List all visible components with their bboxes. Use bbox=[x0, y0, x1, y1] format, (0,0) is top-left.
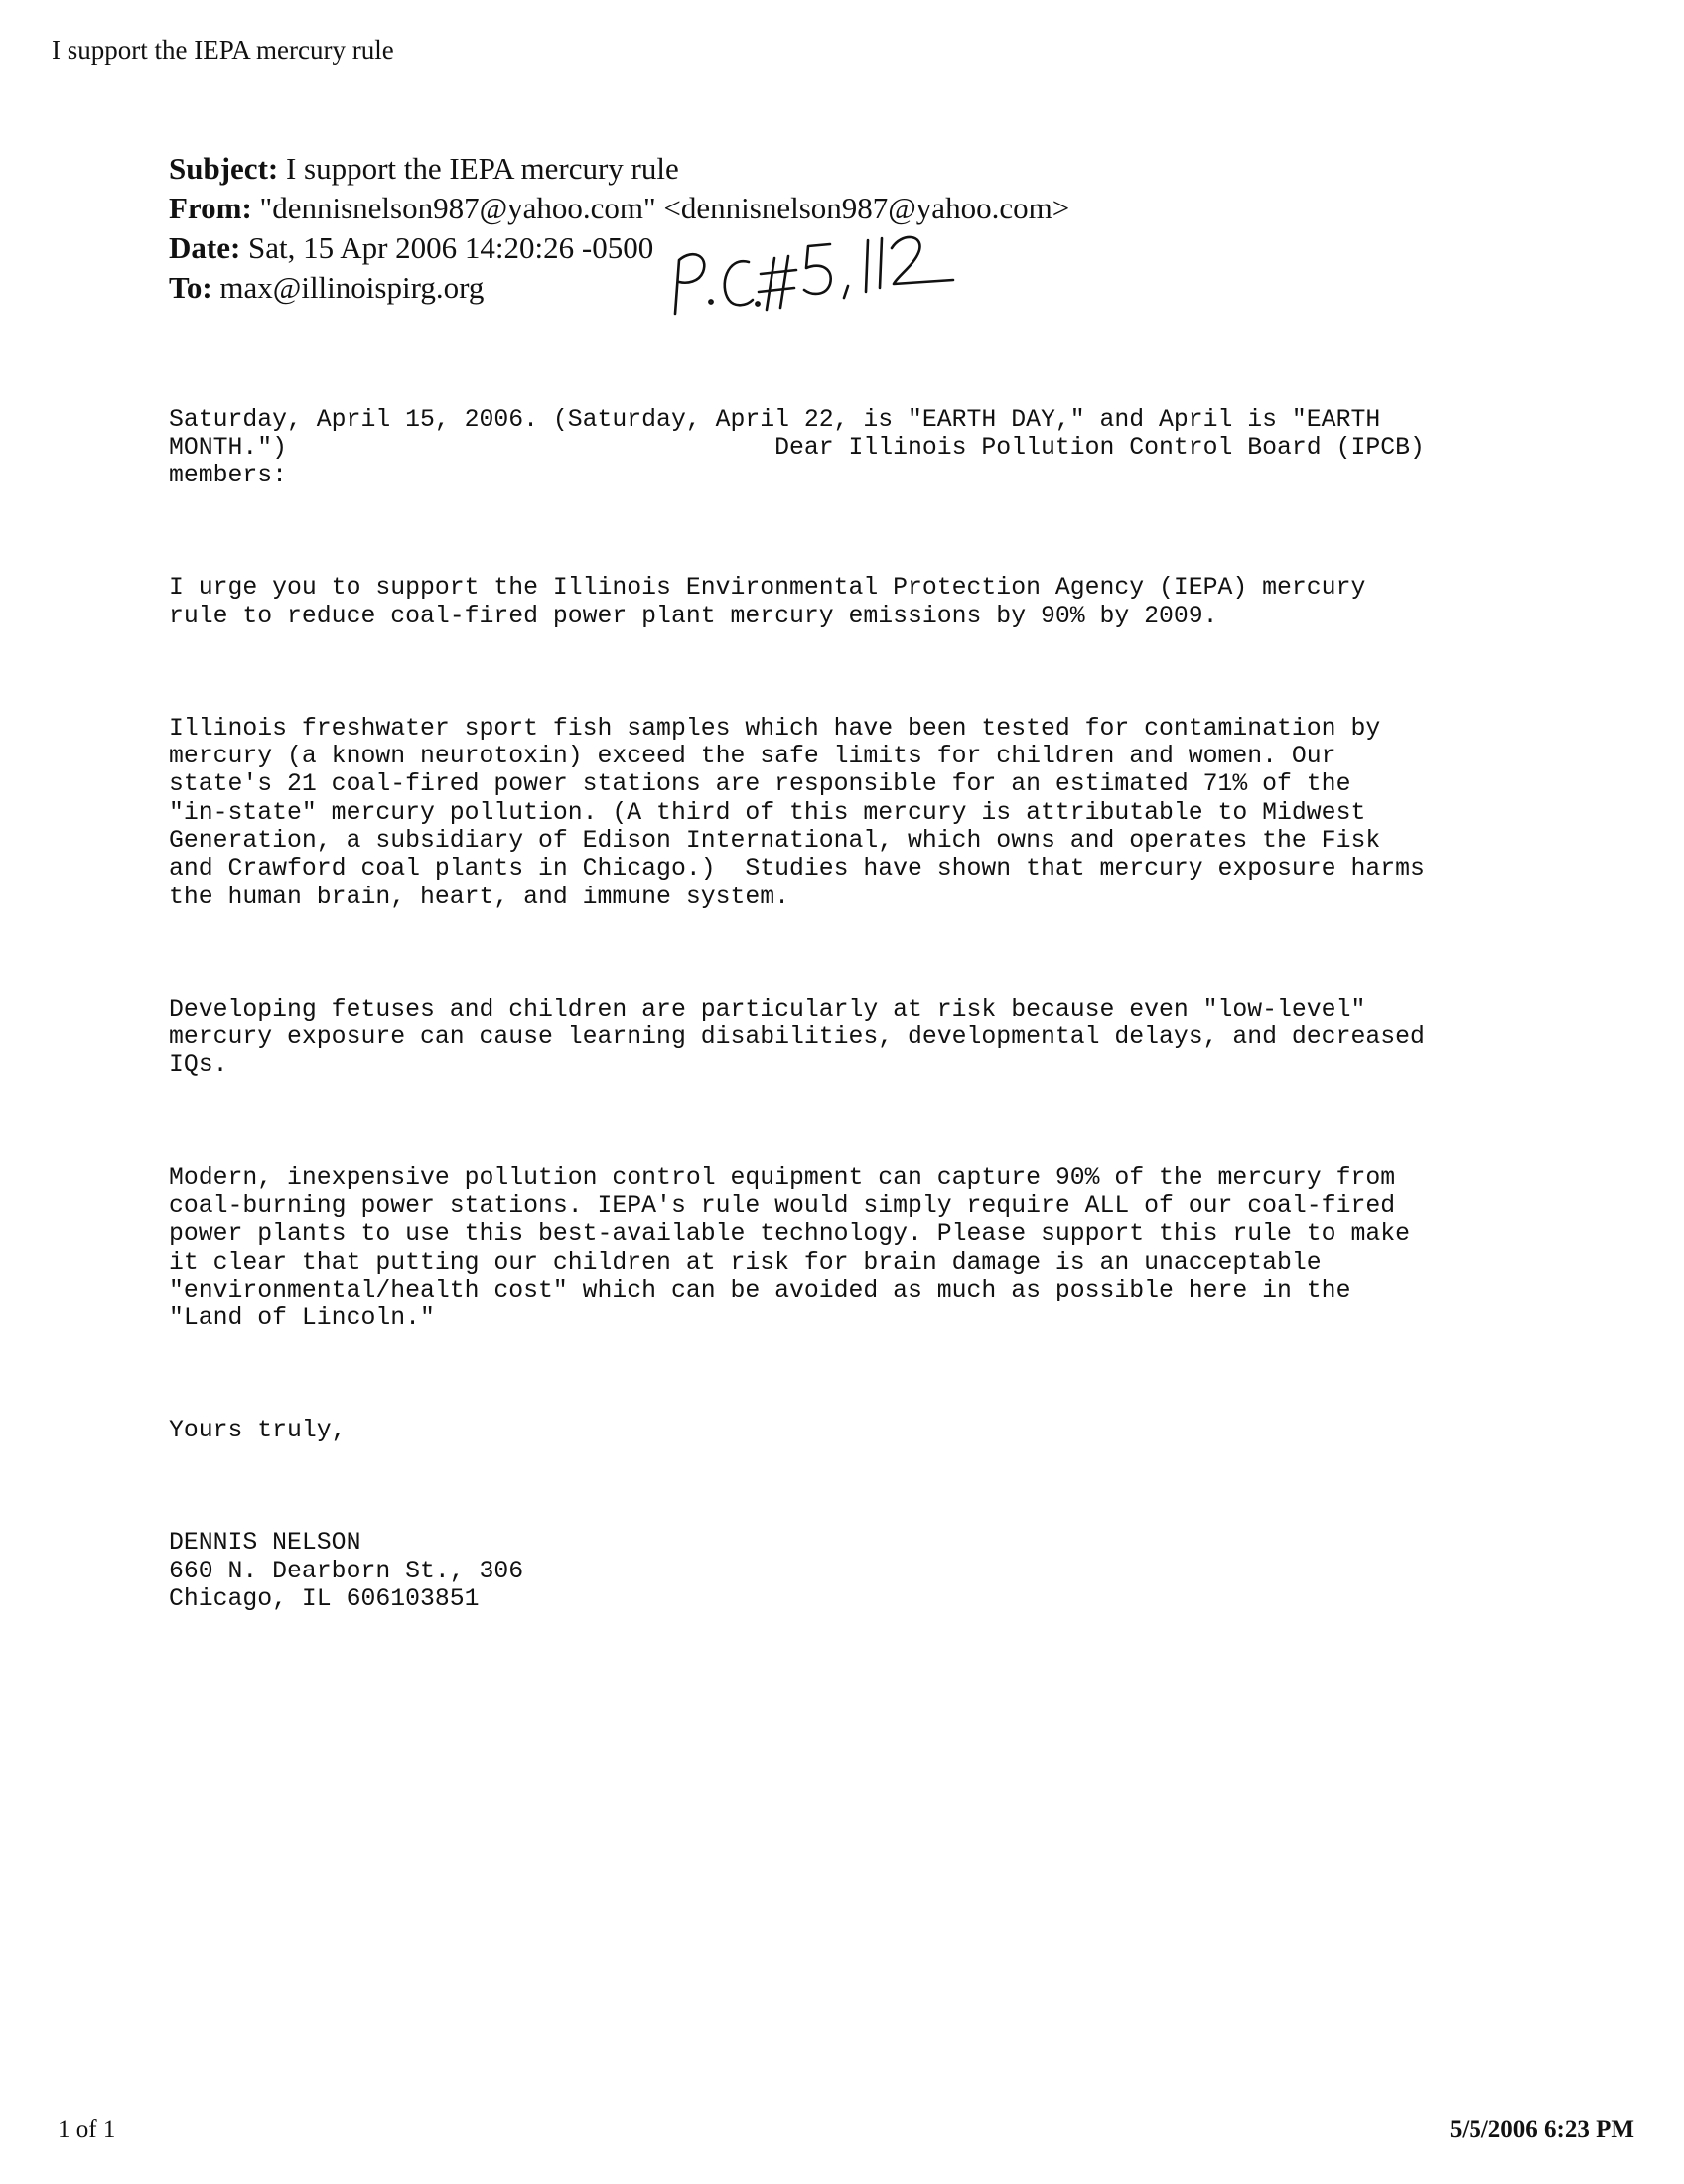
from-value: "dennisnelson987@yahoo.com" <dennisnelson987@yahoo.com> bbox=[251, 191, 1070, 225]
from-label: From: bbox=[169, 191, 252, 225]
email-body bbox=[169, 349, 1559, 1670]
printed-timestamp: 5/5/2006 6:23 PM bbox=[1449, 2116, 1634, 2143]
subject-row bbox=[169, 149, 1069, 189]
subject-label: Subject: bbox=[169, 151, 279, 186]
to-value: max@illinoispirg.org bbox=[211, 270, 485, 305]
body-paragraph-2: Illinois freshwater sport fish samples which have been tested for contamination by mercury (a known neurotoxin) exceed the safe limits for children and women. Our state's 21 coal-fired power stations are responsible for an estimated 71% of the "in-state" mercury pollution. (A third of this mercury is attributable to Midwest Generation, a subsidiary of Edison International, which owns and operates the Fisk and Crawford coal plants in Chicago.) Studies have shown that mercury exposure harms the human brain, heart, and immune system. bbox=[169, 714, 1425, 911]
date-value: Sat, 15 Apr 2006 14:20:26 -0500 bbox=[240, 230, 654, 265]
body-paragraph-3: Developing fetuses and children are particularly at risk because even "low-level" mercury exposure can cause learning disabilities, developmental delays, and decreased IQs. bbox=[169, 995, 1425, 1080]
signature-block: DENNIS NELSON 660 N. Dearborn St., 306 Chicago, IL 606103851 bbox=[169, 1529, 524, 1614]
subject-value: I support the IEPA mercury rule bbox=[278, 151, 679, 186]
page-header-title: I support the IEPA mercury rule bbox=[52, 35, 394, 65]
date-label: Date: bbox=[169, 230, 241, 265]
closing: Yours truly, bbox=[169, 1417, 347, 1445]
body-paragraph-4: Modern, inexpensive pollution control equipment can capture 90% of the mercury from coal-burning power stations. IEPA's rule would simply require ALL of our coal-fired power plants to use this best-available technology. Please support this rule to make it clear that putting our children at risk for brain damage is an unacceptable "environmental/health cost" which can be avoided as much as possible here in the "Land of Lincoln." bbox=[169, 1163, 1410, 1333]
body-paragraph-1: I urge you to support the Illinois Environmental Protection Agency (IEPA) mercury rule to reduce coal-fired power plant mercury emissions by 90% by 2009. bbox=[169, 574, 1366, 630]
from-row bbox=[169, 189, 1069, 228]
handwritten-annotation bbox=[663, 230, 961, 320]
page-count: 1 of 1 bbox=[58, 2116, 116, 2143]
to-label: To: bbox=[169, 270, 212, 305]
intro-paragraph: Saturday, April 15, 2006. (Saturday, April 22, is "EARTH DAY," and April is "EARTH MONTH.") Dear Illinois Pollution Control Board (IPCB) members: bbox=[169, 405, 1425, 490]
